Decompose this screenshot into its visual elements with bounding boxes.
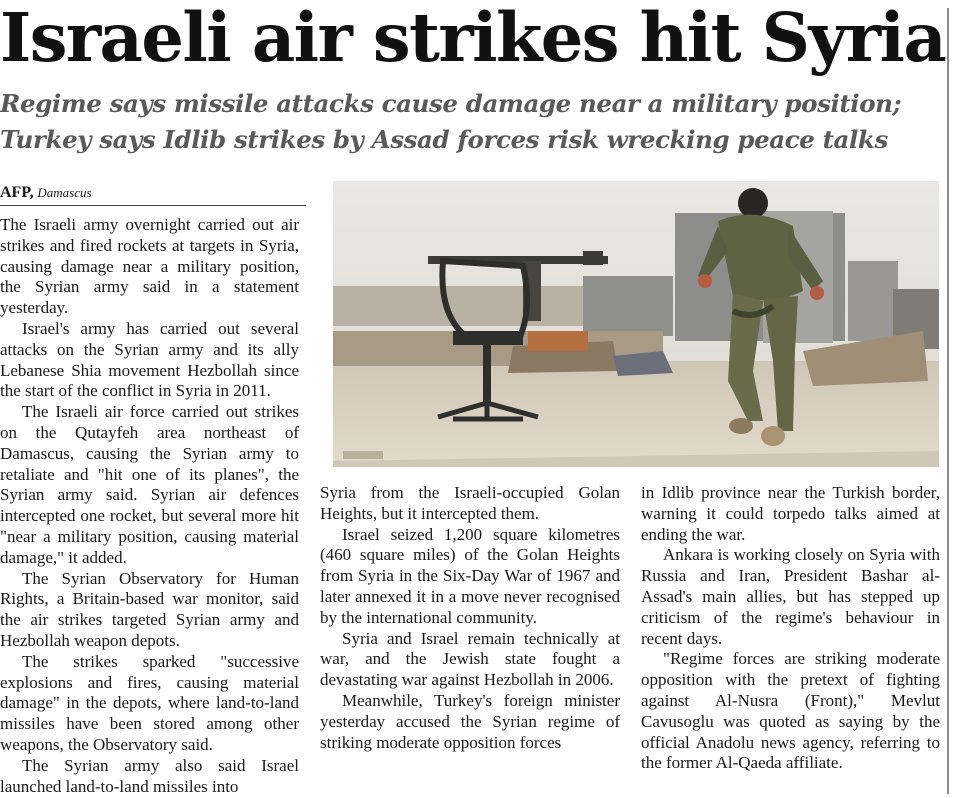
paragraph: The Israeli army overnight carried out air strikes and fired rockets at targets in Syria, causing damage near a military position, the Syrian army said in a statement yesterday. — [0, 215, 299, 318]
paragraph: The Syrian Observatory for Human Rights, a Britain-based war monitor, said the air strikes targeted Syrian army and Hezbollah weapon depots. — [0, 568, 299, 650]
paragraph: Syria and Israel remain technically at war, and the Jewish state fought a devastating war against Hezbollah in 2006. — [320, 628, 620, 690]
byline-place: Damascus — [37, 185, 92, 200]
column-rule — [947, 8, 949, 794]
deck-line-2: Turkey says Idlib strikes by Assad forces risk wrecking peace talks — [0, 125, 888, 154]
paragraph: The Israeli air force carried out strikes on the Qutayfeh area northeast of Damascus, causing the Syrian army to retaliate and "hit one of its planes", the Syrian army said. Syrian air defences intercepted one rocket, but several more hit "near a military position, causing material damage," it added. — [0, 402, 299, 567]
byline-divider — [0, 205, 306, 206]
column-1 — [0, 215, 299, 797]
paragraph: The Syrian army also said Israel launched land-to-land missiles into — [0, 755, 299, 796]
byline-agency: AFP, — [0, 184, 34, 201]
paragraph: Ankara is working closely on Syria with Russia and Iran, President Bashar al-Assad's main allies, but has stepped up criticism of the regime's behaviour in recent days. — [641, 545, 940, 648]
deck-line-1: Regime says missile attacks cause damage near a military position; — [0, 89, 902, 118]
paragraph: in Idlib province near the Turkish border, warning it could torpedo talks aimed at ending the war. — [641, 483, 940, 544]
paragraph: "Regime forces are striking moderate opposition with the pretext of fighting against Al-Nusra (Front)," Mevlut Cavusoglu was quoted as saying by the official Anadolu news agency, referring to the former Al-Qaeda affiliate. — [641, 649, 940, 773]
paragraph: Meanwhile, Turkey's foreign minister yesterday accused the Syrian regime of striking moderate opposition forces — [320, 690, 620, 752]
paragraph: Israel seized 1,200 square kilometres (460 square miles) of the Golan Heights from Syria in the Six-Day War of 1967 and later annexed it in a move never recognised by the international community. — [320, 524, 620, 627]
news-photo — [333, 181, 939, 467]
paragraph: Israel's army has carried out several attacks on the Syrian army and its ally Lebanese Shia movement Hezbollah since the start of the conflict in Syria in 2011. — [0, 318, 299, 401]
paragraph: Syria from the Israeli-occupied Golan Heights, but it intercepted them. — [320, 483, 620, 523]
photo-soldier-rooftop-icon — [333, 181, 939, 467]
column-2 — [320, 483, 620, 753]
headline: Israeli air strikes hit Syria — [0, 0, 946, 77]
column-3 — [641, 483, 940, 774]
deck — [0, 86, 946, 158]
paragraph: The strikes sparked "successive explosions and fires, causing material damage" in the depots, where land-to-land missiles have been stored among other weapons, the Observatory said. — [0, 651, 299, 754]
byline — [0, 184, 92, 202]
